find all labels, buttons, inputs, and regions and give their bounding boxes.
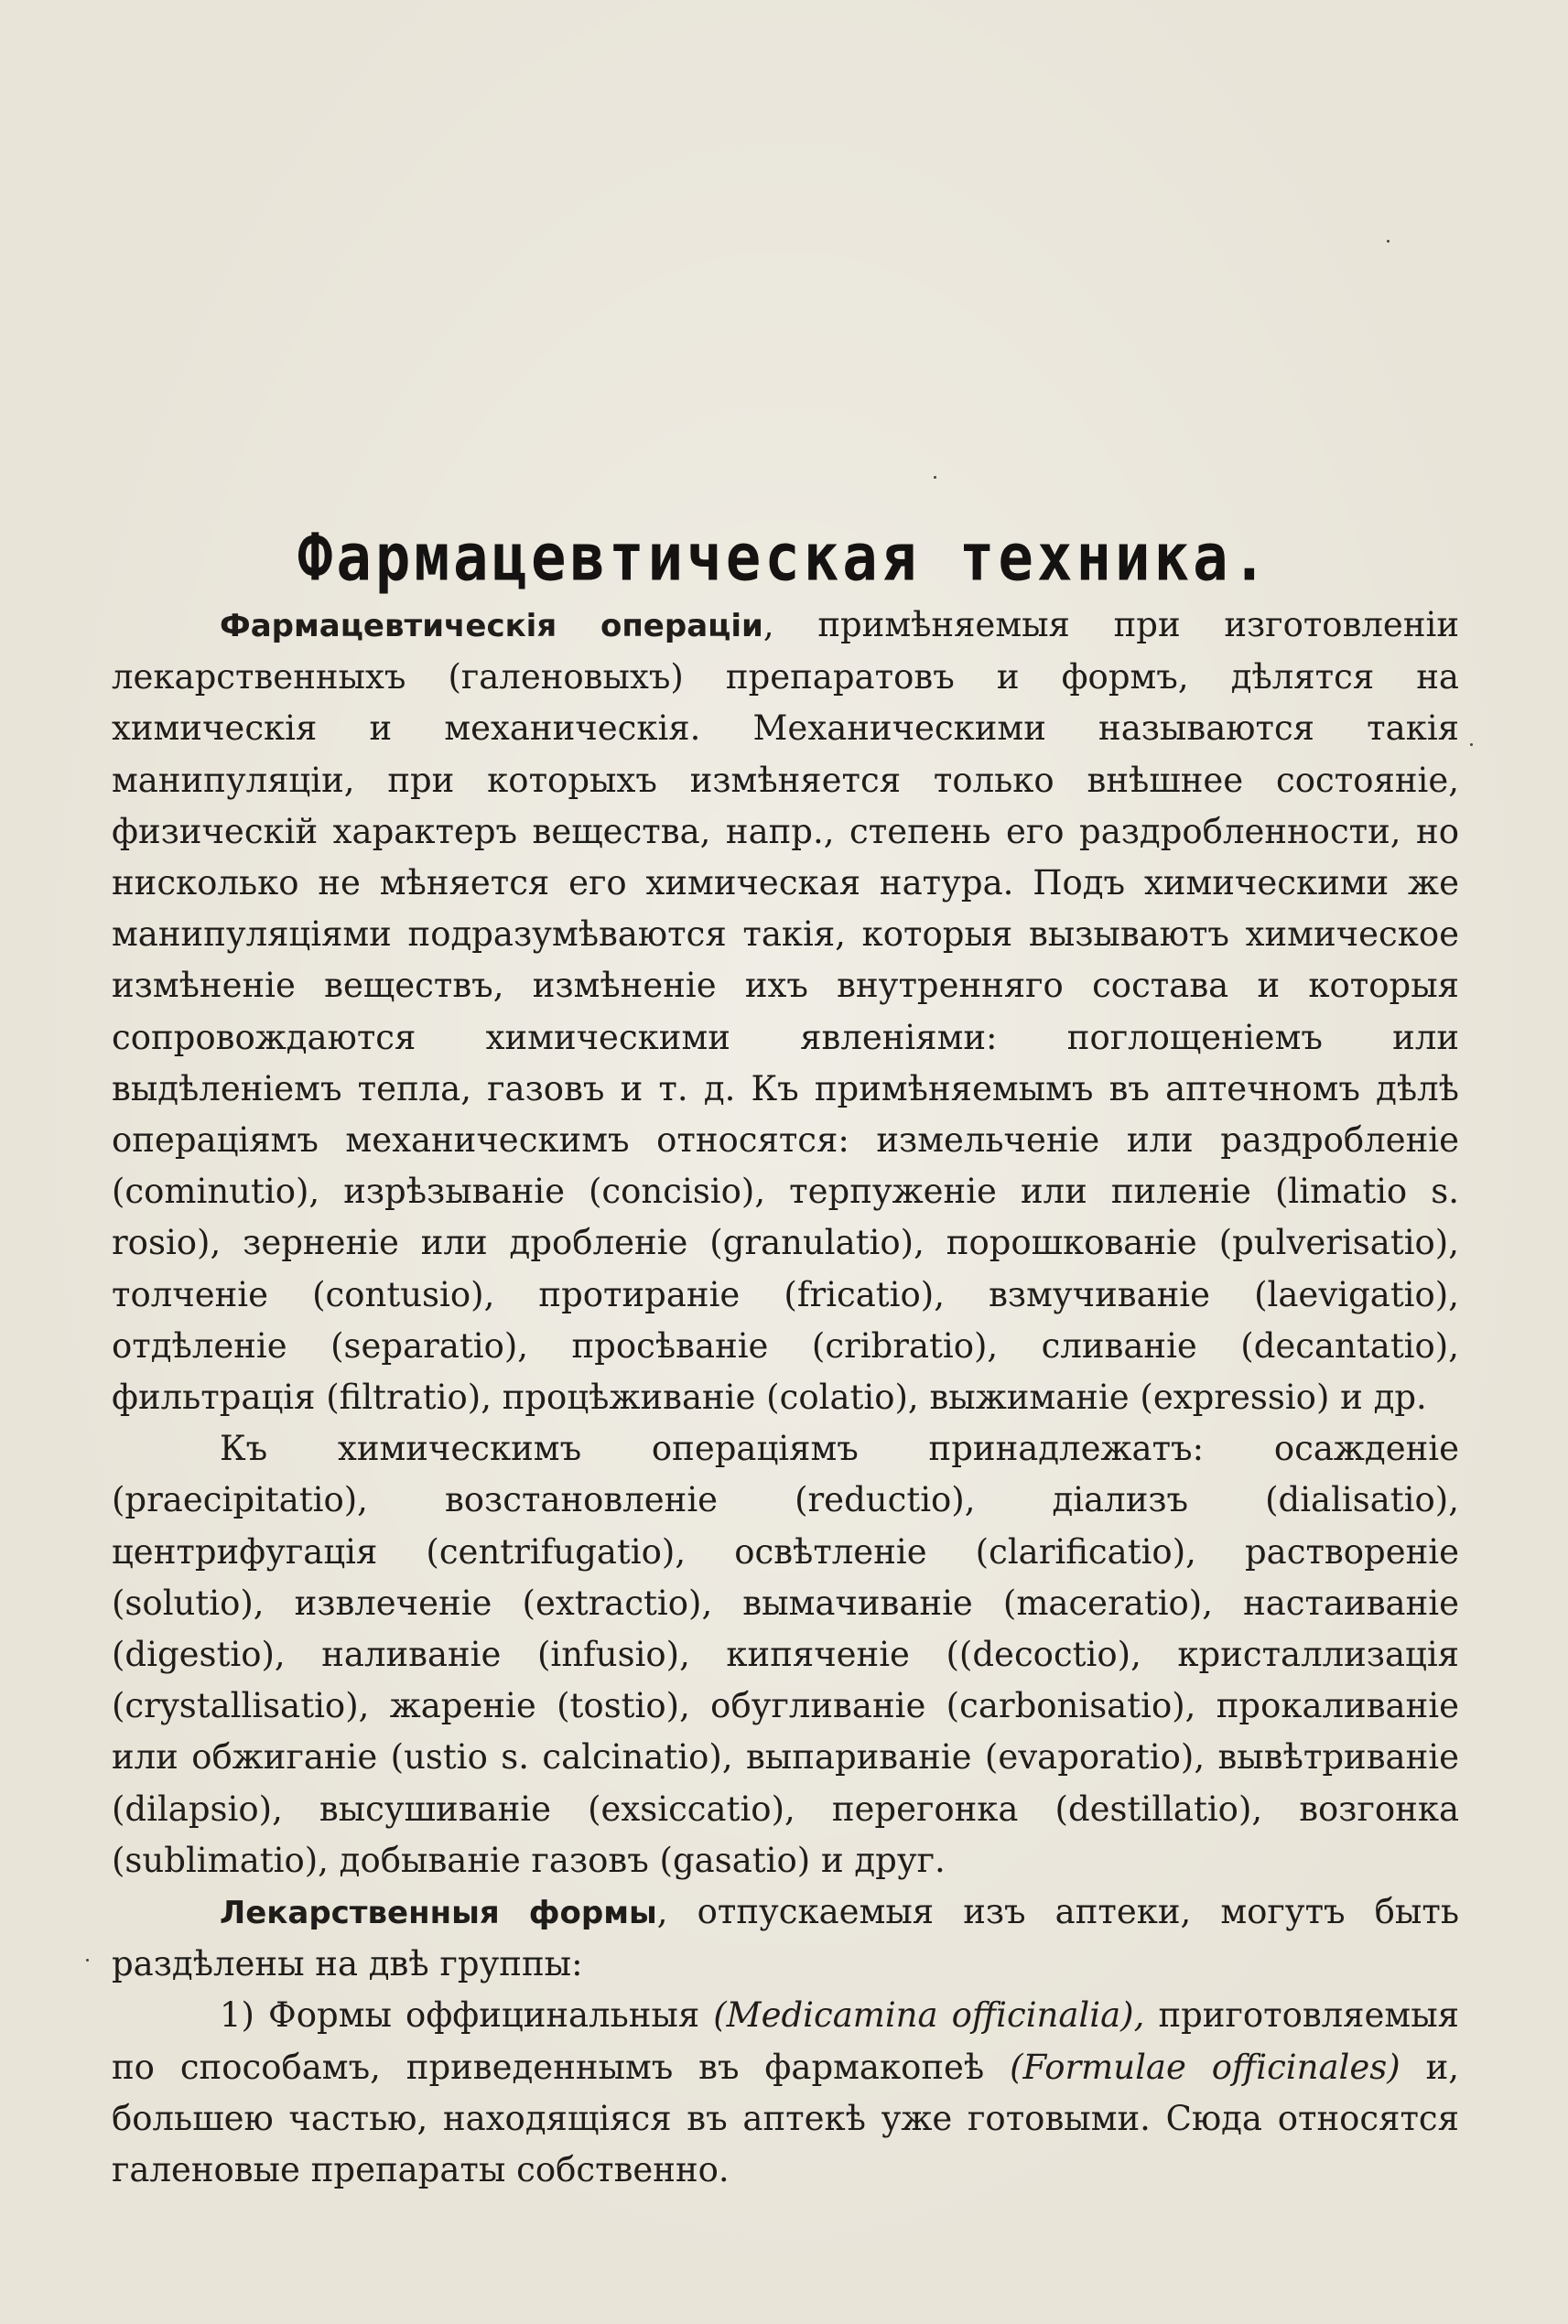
body-text	[112, 600, 1459, 2196]
paragraph-text: приготовляемыя по способамъ, приведеннымъ въ фармакопеѣ	[112, 1995, 1459, 2087]
paragraph-officinal-forms	[112, 1990, 1459, 2196]
paragraph-text: 1) Формы оффицинальныя	[220, 1995, 714, 2036]
paragraph-text: Къ химическимъ операціямъ принадлежатъ: осажденіе (praecipitatio), возстановленіе (reductio), діализъ (dialisatio), центрифугація (centrifugatio), освѣтленіе (clarificatio), раствореніе (solutio), извлеченіе (extractio), вымачиваніе (maceratio), настаиваніе (digestio), наливаніе (infusio), кипяченіе ((decoctio), кристаллизація (crystallisatio), жареніе (tostio), обугливаніе (carbonisatio), прокаливаніе или обжиганіе (ustio s. calcinatio), выпариваніе (evaporatio), вывѣтриваніе (dilapsio), высушиваніе (exsiccatio), перегонка (destillatio), возгонка (sublimatio), добываніе газовъ (gasatio) и друг.	[112, 1429, 1459, 1880]
speck	[1470, 743, 1473, 746]
page-title: Фармацевтическая техника.	[297, 520, 1271, 597]
paragraph-pharmaceutical-operations	[112, 600, 1459, 1423]
speck	[1387, 240, 1390, 243]
latin-term: (Formulae officinales)	[1010, 2047, 1400, 2087]
paragraph-text: и, большею частью, находящіяся въ аптекѣ уже готовыми. Сюда относятся галеновые препараты собственно.	[112, 2047, 1459, 2190]
paragraph-medicinal-forms	[112, 1886, 1459, 1990]
speck	[934, 476, 936, 479]
lead-term-forms: Лекарственныя формы	[220, 1895, 657, 1932]
paragraph-text: , примѣняемыя при изготовленіи лекарственныхъ (галеновыхъ) препаратовъ и формъ, дѣлятся на химическія и механическія. Механическими называются такія манипуляціи, при которыхъ измѣняется только внѣшнее состояніе, физическій характеръ вещества, напр., степень его раздробленности, но нисколько не мѣняется его химическая натура. Подъ химическими же манипуляціями подразумѣваются такія, которыя вызываютъ химическое измѣненіе веществъ, измѣненіе ихъ внутренняго состава и которыя сопровождаются химическими явленіями: поглощеніемъ или выдѣленіемъ тепла, газовъ и т. д. Къ примѣняемымъ въ аптечномъ дѣлѣ операціямъ механическимъ относятся: измельченіе или раздробленіе (cominutio), изрѣзываніе (concisio), терпуженіе или пиленіе (limatio s. rosio), зерненіе или дробленіе (granulatio), порошкованіе (pulverisatio), толченіе (contusio), протираніе (fricatio), взмучиваніе (laevigatio), отдѣленіе (separatio), просѣваніе (cribratio), сливаніе (decantatio), фильтрація (filtratio), процѣживаніе (colatio), выжиманіе (expressio) и др.	[112, 605, 1459, 1418]
paragraph-chemical-operations	[112, 1423, 1459, 1886]
paragraph-text: , отпускаемыя изъ аптеки, могутъ быть раздѣлены на двѣ группы:	[112, 1892, 1459, 1984]
speck	[86, 1959, 89, 1962]
latin-term: (Medicamina officinalia),	[713, 1995, 1145, 2036]
lead-term-operations: Фармацевтическія операціи	[220, 608, 763, 644]
